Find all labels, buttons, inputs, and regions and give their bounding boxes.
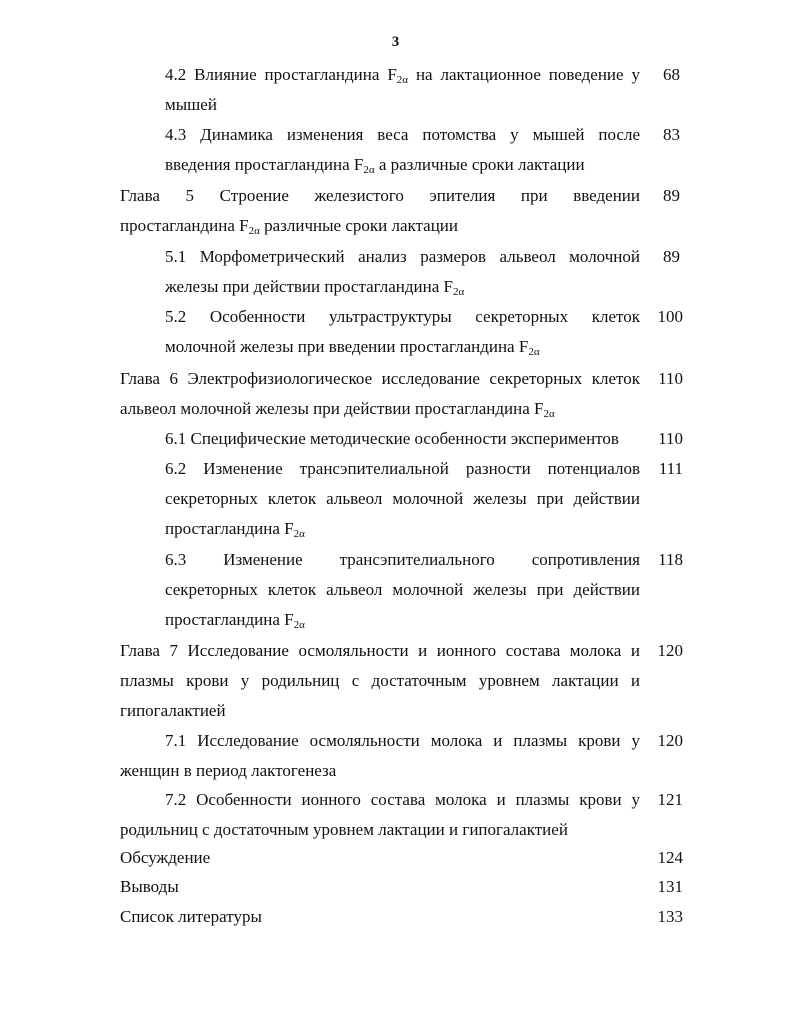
toc-entry-chapter-6 xyxy=(120,364,640,424)
toc-entry-4-3 xyxy=(165,120,640,180)
toc-entry-line: Глава 6 Электрофизиологическое исследование секреторных клеток xyxy=(120,369,640,388)
toc-page-number: 111 xyxy=(658,459,683,478)
toc-entry-line: 6.2 Изменение трансэпителиальной разности потенциалов xyxy=(165,459,640,478)
toc-entry-line: Список литературы xyxy=(120,907,262,926)
toc-entry-line: альвеол молочной железы при действии простагландина $F_{2\alpha}$ xyxy=(120,399,555,420)
toc-entry-5-1 xyxy=(165,242,640,302)
toc-page-number: 131 xyxy=(657,877,683,896)
toc-entry-discussion xyxy=(120,843,640,873)
toc-page-number: 110 xyxy=(658,369,683,388)
toc-page-number: 100 xyxy=(657,307,683,326)
toc-entry-4-2 xyxy=(165,60,640,120)
toc-entry-line: секреторных клеток альвеол молочной железы при действии xyxy=(165,489,640,508)
toc-entry-5-2 xyxy=(165,302,640,362)
toc-entry-6-1 xyxy=(165,424,640,454)
toc-entry-line: простагландина $F_{2\alpha}$ различные сроки лактации xyxy=(120,216,459,237)
toc-entry-line: женщин в период лактогенеза xyxy=(120,761,337,780)
toc-entry-line: простагландина $F_{2\alpha}$ xyxy=(165,610,305,631)
toc-entry-line: молочной железы при введении простагландина $F_{2\alpha}$ xyxy=(165,337,540,358)
toc-entry-line: Обсуждение xyxy=(120,848,211,867)
toc-entry-line: 6.1 Специфические методические особенности экспериментов xyxy=(165,429,619,448)
toc-page-number: 89 xyxy=(663,247,680,266)
toc-entry-line: 4.2 Влияние простагландина $F_{2\alpha}$ на лактационное поведение у xyxy=(165,65,640,86)
toc-entry-line: железы при действии простагландина $F_{2\alpha}$ xyxy=(165,277,465,298)
toc-page-number: 83 xyxy=(663,125,680,144)
toc-entry-6-3 xyxy=(165,545,640,635)
toc-entry-chapter-7 xyxy=(120,636,640,726)
toc-page-number: 120 xyxy=(657,731,683,750)
toc-entry-line: Выводы xyxy=(120,877,179,896)
toc-page-number: 121 xyxy=(657,790,683,809)
toc-entry-line: введения простагландина $F_{2\alpha}$ а различные сроки лактации xyxy=(165,155,585,176)
toc-entry-line: секреторных клеток альвеол молочной железы при действии xyxy=(165,580,640,599)
toc-entry-line: 7.2 Особенности ионного состава молока и плазмы крови у xyxy=(165,790,640,809)
toc-entry-line: мышей xyxy=(165,95,217,114)
toc-entry-line: Глава 7 Исследование осмоляльности и ионного состава молока и xyxy=(120,641,640,660)
toc-entry-6-2 xyxy=(165,454,640,544)
toc-entry-line: 5.1 Морфометрический анализ размеров альвеол молочной xyxy=(165,247,640,266)
toc-entry-line: Глава 5 Строение железистого эпителия при введении xyxy=(120,186,640,205)
toc-entry-7-1 xyxy=(120,726,640,786)
toc-page-number: 110 xyxy=(658,429,683,448)
toc-entry-line: простагландина $F_{2\alpha}$ xyxy=(165,519,305,540)
toc-entry-line: 4.3 Динамика изменения веса потомства у мышей после xyxy=(165,125,640,144)
toc-page-number: 124 xyxy=(657,848,683,867)
toc-page-number: 133 xyxy=(657,907,683,926)
toc-entry-7-2 xyxy=(120,785,640,845)
page-number: 3 xyxy=(391,34,400,50)
toc-entry-references xyxy=(120,902,640,932)
toc-page-number: 118 xyxy=(658,550,683,569)
toc-entry-line: 7.1 Исследование осмоляльности молока и плазмы крови у xyxy=(165,731,640,750)
toc-entry-line: плазмы крови у родильниц с достаточным уровнем лактации и xyxy=(120,671,640,690)
toc-entry-line: 6.3 Изменение трансэпителиального сопротивления xyxy=(165,550,640,569)
toc-entry-line: 5.2 Особенности ультраструктуры секреторных клеток xyxy=(165,307,640,326)
toc-entry-conclusions xyxy=(120,872,640,902)
toc-entry-line: родильниц с достаточным уровнем лактации и гипогалактией xyxy=(120,820,568,839)
toc-page-number: 120 xyxy=(657,641,683,660)
toc-entry-chapter-5 xyxy=(120,181,640,241)
toc-page-number: 68 xyxy=(663,65,680,84)
toc-entry-line: гипогалактией xyxy=(120,701,226,720)
toc-page-number: 89 xyxy=(663,186,680,205)
